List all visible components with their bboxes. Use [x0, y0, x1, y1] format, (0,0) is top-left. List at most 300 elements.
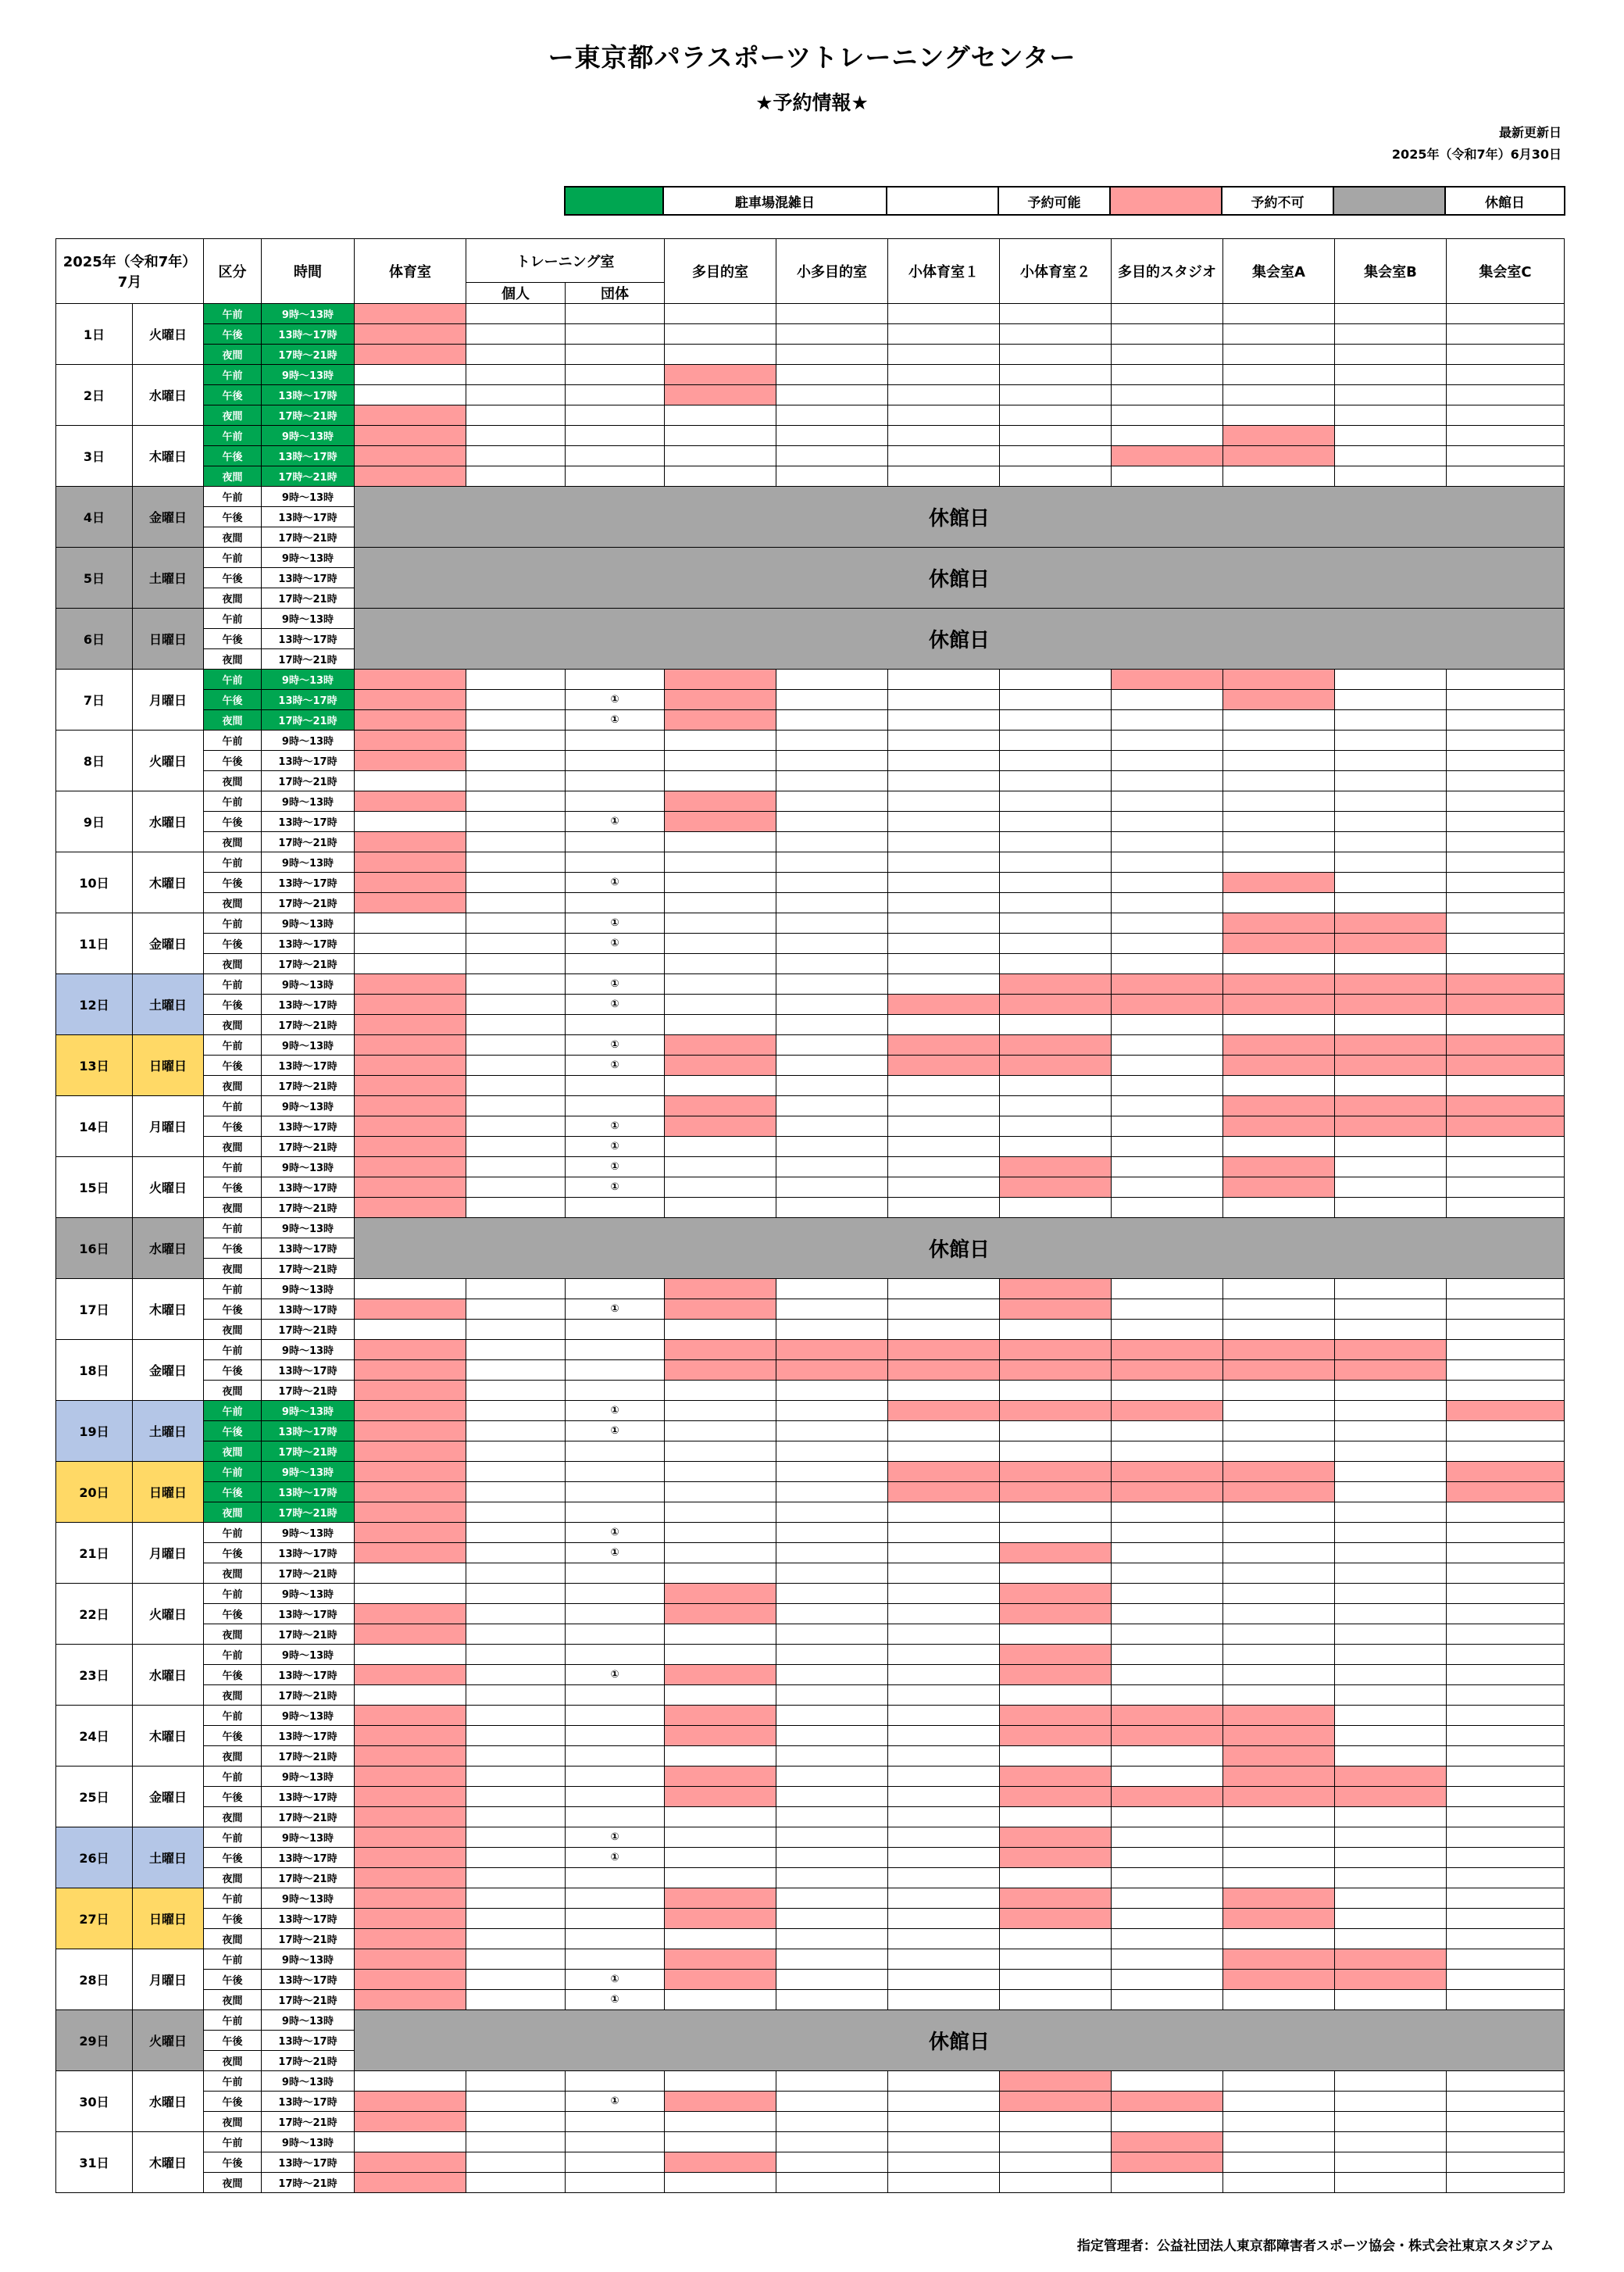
day-weekday: 土曜日: [133, 548, 204, 609]
day-date: 10日: [56, 852, 133, 913]
slot-cell-mc: [1447, 934, 1565, 954]
table-row: [56, 1401, 1565, 1421]
slot-label: 午前: [204, 426, 262, 446]
slot-cell-mb: [1335, 670, 1447, 690]
slot-cell-sg2: [1000, 995, 1112, 1015]
slot-cell-sg2: [1000, 832, 1112, 852]
day-date: 3日: [56, 426, 133, 487]
slot-label: 夜間: [204, 1502, 262, 1523]
slot-cell-ind: [466, 1665, 566, 1685]
slot-cell-ind: [466, 1340, 566, 1360]
slot-cell-ind: [466, 1726, 566, 1746]
slot-cell-mp: [665, 1767, 776, 1787]
slot-cell-sg2: [1000, 852, 1112, 873]
slot-time: 17時～21時: [262, 1990, 355, 2010]
slot-cell-sg2: [1000, 710, 1112, 731]
slot-cell-grp: ①: [566, 1421, 665, 1441]
slot-cell-grp: [566, 405, 665, 426]
slot-cell-mp: [665, 934, 776, 954]
slot-cell-sg1: [888, 1827, 1000, 1848]
slot-cell-ind: [466, 1949, 566, 1970]
day-date: 9日: [56, 791, 133, 852]
slot-cell-ma: [1223, 426, 1335, 446]
slot-label: 午前: [204, 974, 262, 995]
slot-time: 17時～21時: [262, 466, 355, 487]
slot-time: 17時～21時: [262, 1563, 355, 1584]
slot-cell-mp: [665, 1299, 776, 1320]
slot-cell-gym: [355, 710, 466, 731]
slot-cell-mb: [1335, 1584, 1447, 1604]
slot-label: 午後: [204, 629, 262, 649]
slot-cell-mp: [665, 1909, 776, 1929]
slot-cell-mc: [1447, 2071, 1565, 2092]
slot-cell-sg1: [888, 1401, 1000, 1421]
day-date: 8日: [56, 731, 133, 791]
slot-cell-mp: [665, 1056, 776, 1076]
slot-cell-mc: [1447, 385, 1565, 405]
slot-cell-grp: [566, 2132, 665, 2152]
slot-cell-mb: [1335, 1035, 1447, 1056]
slot-cell-smp: [776, 446, 888, 466]
slot-cell-sg1: [888, 913, 1000, 934]
slot-time: 17時～21時: [262, 771, 355, 791]
slot-cell-ma: [1223, 1665, 1335, 1685]
slot-cell-studio: [1112, 995, 1223, 1015]
slot-cell-ind: [466, 1198, 566, 1218]
slot-cell-grp: ①: [566, 1523, 665, 1543]
slot-cell-ind: [466, 1970, 566, 1990]
slot-cell-ma: [1223, 1279, 1335, 1299]
slot-cell-sg2: [1000, 2092, 1112, 2112]
slot-cell-mb: [1335, 1624, 1447, 1645]
slot-cell-mp: [665, 446, 776, 466]
slot-cell-sg1: [888, 1035, 1000, 1056]
slot-cell-ind: [466, 1401, 566, 1421]
closed-day-cell: 休館日: [355, 1218, 1565, 1279]
slot-cell-ma: [1223, 1320, 1335, 1340]
slot-time: 13時～17時: [262, 1177, 355, 1198]
slot-cell-mb: [1335, 1421, 1447, 1441]
slot-cell-ind: [466, 1543, 566, 1563]
slot-cell-ind: [466, 1502, 566, 1523]
slot-cell-sg2: [1000, 934, 1112, 954]
slot-cell-grp: ①: [566, 812, 665, 832]
slot-cell-sg1: [888, 1360, 1000, 1381]
slot-label: 午前: [204, 2010, 262, 2031]
slot-label: 午後: [204, 1116, 262, 1137]
slot-label: 夜間: [204, 649, 262, 670]
slot-cell-mb: [1335, 1685, 1447, 1706]
slot-label: 午後: [204, 385, 262, 405]
slot-cell-sg2: [1000, 690, 1112, 710]
slot-label: 午後: [204, 507, 262, 527]
slot-cell-studio: [1112, 974, 1223, 995]
slot-cell-ind: [466, 873, 566, 893]
slot-cell-grp: [566, 1076, 665, 1096]
slot-cell-mc: [1447, 690, 1565, 710]
slot-cell-ind: [466, 324, 566, 345]
slot-cell-mb: [1335, 1096, 1447, 1116]
slot-label: 夜間: [204, 1868, 262, 1888]
slot-cell-sg1: [888, 1157, 1000, 1177]
slot-cell-sg1: [888, 670, 1000, 690]
day-weekday: 木曜日: [133, 426, 204, 487]
slot-cell-mp: [665, 791, 776, 812]
slot-cell-mb: [1335, 791, 1447, 812]
slot-cell-studio: [1112, 1421, 1223, 1441]
day-date: 25日: [56, 1767, 133, 1827]
slot-cell-ind: [466, 1056, 566, 1076]
slot-cell-mb: [1335, 1076, 1447, 1096]
table-row: [56, 1076, 1565, 1096]
slot-cell-mc: [1447, 1035, 1565, 1056]
slot-cell-mp: [665, 426, 776, 446]
header-studio: 多目的スタジオ: [1112, 239, 1223, 304]
slot-cell-ma: [1223, 446, 1335, 466]
day-weekday: 火曜日: [133, 304, 204, 365]
slot-cell-sg2: [1000, 1848, 1112, 1868]
slot-time: 9時～13時: [262, 1706, 355, 1726]
slot-label: 夜間: [204, 1746, 262, 1767]
slot-cell-smp: [776, 731, 888, 751]
slot-label: 夜間: [204, 1807, 262, 1827]
slot-cell-ma: [1223, 934, 1335, 954]
slot-cell-studio: [1112, 324, 1223, 345]
table-row: [56, 1056, 1565, 1076]
table-row: [56, 1462, 1565, 1482]
slot-time: 13時～17時: [262, 629, 355, 649]
slot-cell-sg2: [1000, 2132, 1112, 2152]
slot-cell-mc: [1447, 791, 1565, 812]
slot-cell-gym: [355, 1726, 466, 1746]
slot-cell-smp: [776, 1767, 888, 1787]
slot-cell-mc: [1447, 1523, 1565, 1543]
slot-cell-gym: [355, 1015, 466, 1035]
slot-label: 夜間: [204, 1137, 262, 1157]
slot-cell-mp: [665, 771, 776, 791]
slot-time: 9時～13時: [262, 913, 355, 934]
slot-time: 13時～17時: [262, 934, 355, 954]
slot-time: 17時～21時: [262, 1137, 355, 1157]
slot-cell-studio: [1112, 893, 1223, 913]
slot-cell-mc: [1447, 893, 1565, 913]
slot-cell-gym: [355, 1868, 466, 1888]
slot-cell-grp: [566, 1441, 665, 1462]
slot-cell-gym: [355, 1462, 466, 1482]
day-weekday: 木曜日: [133, 1279, 204, 1340]
slot-cell-studio: [1112, 1929, 1223, 1949]
slot-label: 夜間: [204, 771, 262, 791]
slot-cell-sg1: [888, 1990, 1000, 2010]
page-title: ー東京都パラスポーツトレーニングセンター: [548, 42, 1076, 73]
closed-day-cell: 休館日: [355, 487, 1565, 548]
slot-cell-sg2: [1000, 1685, 1112, 1706]
slot-cell-studio: [1112, 690, 1223, 710]
slot-cell-smp: [776, 934, 888, 954]
slot-cell-sg1: [888, 934, 1000, 954]
slot-cell-grp: ①: [566, 1177, 665, 1198]
slot-cell-sg2: [1000, 1949, 1112, 1970]
slot-time: 17時～21時: [262, 710, 355, 731]
slot-cell-studio: [1112, 1584, 1223, 1604]
slot-cell-mc: [1447, 1441, 1565, 1462]
slot-cell-mc: [1447, 405, 1565, 426]
slot-cell-ind: [466, 1279, 566, 1299]
slot-cell-smp: [776, 1584, 888, 1604]
slot-cell-smp: [776, 1706, 888, 1726]
slot-cell-mc: [1447, 1381, 1565, 1401]
slot-cell-smp: [776, 1401, 888, 1421]
slot-time: 9時～13時: [262, 1462, 355, 1482]
slot-cell-mc: [1447, 1543, 1565, 1563]
day-weekday: 木曜日: [133, 2132, 204, 2193]
slot-cell-ind: [466, 1685, 566, 1706]
slot-cell-gym: [355, 1970, 466, 1990]
slot-cell-mb: [1335, 1482, 1447, 1502]
slot-cell-grp: [566, 1807, 665, 1827]
slot-cell-ma: [1223, 1462, 1335, 1482]
slot-cell-mc: [1447, 324, 1565, 345]
slot-cell-sg2: [1000, 466, 1112, 487]
slot-label: 午前: [204, 670, 262, 690]
slot-cell-grp: [566, 751, 665, 771]
slot-cell-mc: [1447, 852, 1565, 873]
table-row: [56, 1340, 1565, 1360]
slot-cell-mb: [1335, 771, 1447, 791]
table-row: [56, 751, 1565, 771]
slot-cell-mc: [1447, 345, 1565, 365]
table-row: [56, 913, 1565, 934]
legend-closed-label: 休館日: [1445, 187, 1565, 215]
table-row: [56, 1848, 1565, 1868]
slot-time: 17時～21時: [262, 1685, 355, 1706]
slot-cell-sg1: [888, 1421, 1000, 1441]
slot-cell-mc: [1447, 1502, 1565, 1523]
slot-time: 17時～21時: [262, 1441, 355, 1462]
slot-cell-ma: [1223, 2132, 1335, 2152]
slot-time: 13時～17時: [262, 751, 355, 771]
slot-cell-mb: [1335, 1320, 1447, 1340]
slot-cell-mb: [1335, 1563, 1447, 1584]
slot-cell-mc: [1447, 873, 1565, 893]
slot-cell-smp: [776, 1645, 888, 1665]
slot-cell-smp: [776, 324, 888, 345]
slot-cell-grp: [566, 1381, 665, 1401]
slot-cell-sg2: [1000, 426, 1112, 446]
table-row: [56, 832, 1565, 852]
slot-cell-mb: [1335, 345, 1447, 365]
slot-cell-ind: [466, 1320, 566, 1340]
slot-cell-grp: [566, 1909, 665, 1929]
slot-cell-grp: [566, 304, 665, 324]
slot-cell-grp: [566, 1624, 665, 1645]
slot-cell-sg2: [1000, 1726, 1112, 1746]
slot-cell-sg1: [888, 1787, 1000, 1807]
slot-cell-studio: [1112, 1096, 1223, 1116]
slot-cell-ma: [1223, 1421, 1335, 1441]
slot-cell-ma: [1223, 1888, 1335, 1909]
slot-time: 13時～17時: [262, 1970, 355, 1990]
table-row: [56, 1888, 1565, 1909]
slot-cell-sg1: [888, 1015, 1000, 1035]
slot-cell-sg2: [1000, 304, 1112, 324]
slot-cell-ind: [466, 852, 566, 873]
slot-cell-mp: [665, 324, 776, 345]
slot-time: 17時～21時: [262, 893, 355, 913]
slot-label: 午後: [204, 1360, 262, 1381]
slot-cell-mp: [665, 1502, 776, 1523]
slot-label: 午後: [204, 324, 262, 345]
slot-cell-mc: [1447, 2112, 1565, 2132]
slot-cell-mp: [665, 852, 776, 873]
slot-cell-mp: [665, 1381, 776, 1401]
slot-cell-mb: [1335, 466, 1447, 487]
slot-cell-sg1: [888, 1137, 1000, 1157]
slot-time: 13時～17時: [262, 1421, 355, 1441]
table-row: [56, 1482, 1565, 1502]
closed-day-cell: 休館日: [355, 609, 1565, 670]
slot-cell-mp: [665, 873, 776, 893]
slot-cell-sg1: [888, 345, 1000, 365]
slot-cell-ma: [1223, 1035, 1335, 1056]
last-updated-label: 最新更新日: [1498, 125, 1562, 140]
slot-label: 午後: [204, 1543, 262, 1563]
slot-cell-grp: ①: [566, 873, 665, 893]
slot-cell-sg1: [888, 1604, 1000, 1624]
slot-cell-mb: [1335, 1523, 1447, 1543]
slot-cell-gym: [355, 1360, 466, 1381]
slot-cell-sg1: [888, 1056, 1000, 1076]
slot-cell-studio: [1112, 1787, 1223, 1807]
day-date: 16日: [56, 1218, 133, 1279]
slot-cell-ma: [1223, 1929, 1335, 1949]
slot-cell-grp: [566, 1706, 665, 1726]
slot-cell-studio: [1112, 1807, 1223, 1827]
table-row: [56, 873, 1565, 893]
slot-time: 9時～13時: [262, 1584, 355, 1604]
slot-label: 午後: [204, 1970, 262, 1990]
slot-time: 13時～17時: [262, 1726, 355, 1746]
slot-cell-grp: [566, 1726, 665, 1746]
slot-cell-sg2: [1000, 1096, 1112, 1116]
slot-cell-sg2: [1000, 1827, 1112, 1848]
day-date: 2日: [56, 365, 133, 426]
slot-cell-ma: [1223, 1848, 1335, 1868]
slot-cell-sg1: [888, 1949, 1000, 1970]
slot-cell-sg2: [1000, 1970, 1112, 1990]
day-weekday: 木曜日: [133, 852, 204, 913]
slot-cell-ma: [1223, 1116, 1335, 1137]
slot-cell-sg1: [888, 1970, 1000, 1990]
slot-label: 午前: [204, 2071, 262, 2092]
day-date: 6日: [56, 609, 133, 670]
day-weekday: 金曜日: [133, 487, 204, 548]
slot-cell-mb: [1335, 1441, 1447, 1462]
slot-cell-ma: [1223, 893, 1335, 913]
table-row: [56, 1929, 1565, 1949]
slot-cell-mp: [665, 1929, 776, 1949]
slot-cell-mp: [665, 1706, 776, 1726]
slot-cell-sg2: [1000, 1421, 1112, 1441]
slot-cell-studio: [1112, 405, 1223, 426]
slot-cell-mb: [1335, 1888, 1447, 1909]
slot-time: 17時～21時: [262, 1807, 355, 1827]
slot-time: 13時～17時: [262, 1909, 355, 1929]
slot-cell-sg2: [1000, 1807, 1112, 1827]
day-weekday: 日曜日: [133, 1888, 204, 1949]
slot-cell-ind: [466, 2132, 566, 2152]
day-date: 21日: [56, 1523, 133, 1584]
header-training: トレーニング室: [466, 239, 665, 283]
slot-label: 午後: [204, 1299, 262, 1320]
slot-cell-gym: [355, 385, 466, 405]
slot-time: 13時～17時: [262, 1238, 355, 1259]
slot-cell-ma: [1223, 852, 1335, 873]
day-weekday: 月曜日: [133, 1523, 204, 1584]
table-row: [56, 446, 1565, 466]
slot-cell-ma: [1223, 1340, 1335, 1360]
slot-label: 夜間: [204, 1320, 262, 1340]
slot-cell-mp: [665, 2112, 776, 2132]
slot-cell-mp: [665, 1726, 776, 1746]
slot-cell-studio: [1112, 1604, 1223, 1624]
table-row: [56, 304, 1565, 324]
slot-cell-mp: [665, 995, 776, 1015]
slot-cell-ind: [466, 365, 566, 385]
table-row: [56, 710, 1565, 731]
day-weekday: 火曜日: [133, 2010, 204, 2071]
slot-cell-studio: [1112, 1482, 1223, 1502]
slot-label: 午前: [204, 548, 262, 568]
slot-cell-ma: [1223, 1401, 1335, 1421]
slot-cell-mc: [1447, 1198, 1565, 1218]
slot-cell-sg1: [888, 2092, 1000, 2112]
slot-cell-gym: [355, 995, 466, 1015]
slot-cell-smp: [776, 751, 888, 771]
slot-label: 夜間: [204, 2051, 262, 2071]
slot-cell-studio: [1112, 1563, 1223, 1584]
slot-cell-ind: [466, 731, 566, 751]
header-meeting-c: 集会室C: [1447, 239, 1565, 304]
slot-cell-ind: [466, 1137, 566, 1157]
slot-cell-sg2: [1000, 812, 1112, 832]
slot-cell-grp: ①: [566, 913, 665, 934]
table-row: [56, 974, 1565, 995]
slot-label: 夜間: [204, 2173, 262, 2193]
slot-cell-ma: [1223, 405, 1335, 426]
slot-cell-mc: [1447, 995, 1565, 1015]
slot-cell-studio: [1112, 304, 1223, 324]
slot-cell-mb: [1335, 1868, 1447, 1888]
slot-cell-smp: [776, 1807, 888, 1827]
slot-cell-gym: [355, 304, 466, 324]
slot-cell-mc: [1447, 771, 1565, 791]
table-row: [56, 1624, 1565, 1645]
slot-cell-mb: [1335, 1015, 1447, 1035]
slot-cell-smp: [776, 1441, 888, 1462]
slot-label: 午前: [204, 852, 262, 873]
slot-label: 午前: [204, 1584, 262, 1604]
slot-time: 13時～17時: [262, 1116, 355, 1137]
slot-time: 17時～21時: [262, 1502, 355, 1523]
slot-cell-mp: [665, 2173, 776, 2193]
slot-cell-gym: [355, 873, 466, 893]
slot-cell-grp: [566, 1604, 665, 1624]
slot-cell-grp: ①: [566, 995, 665, 1015]
slot-cell-mb: [1335, 1056, 1447, 1076]
slot-cell-studio: [1112, 466, 1223, 487]
slot-label: 夜間: [204, 2112, 262, 2132]
